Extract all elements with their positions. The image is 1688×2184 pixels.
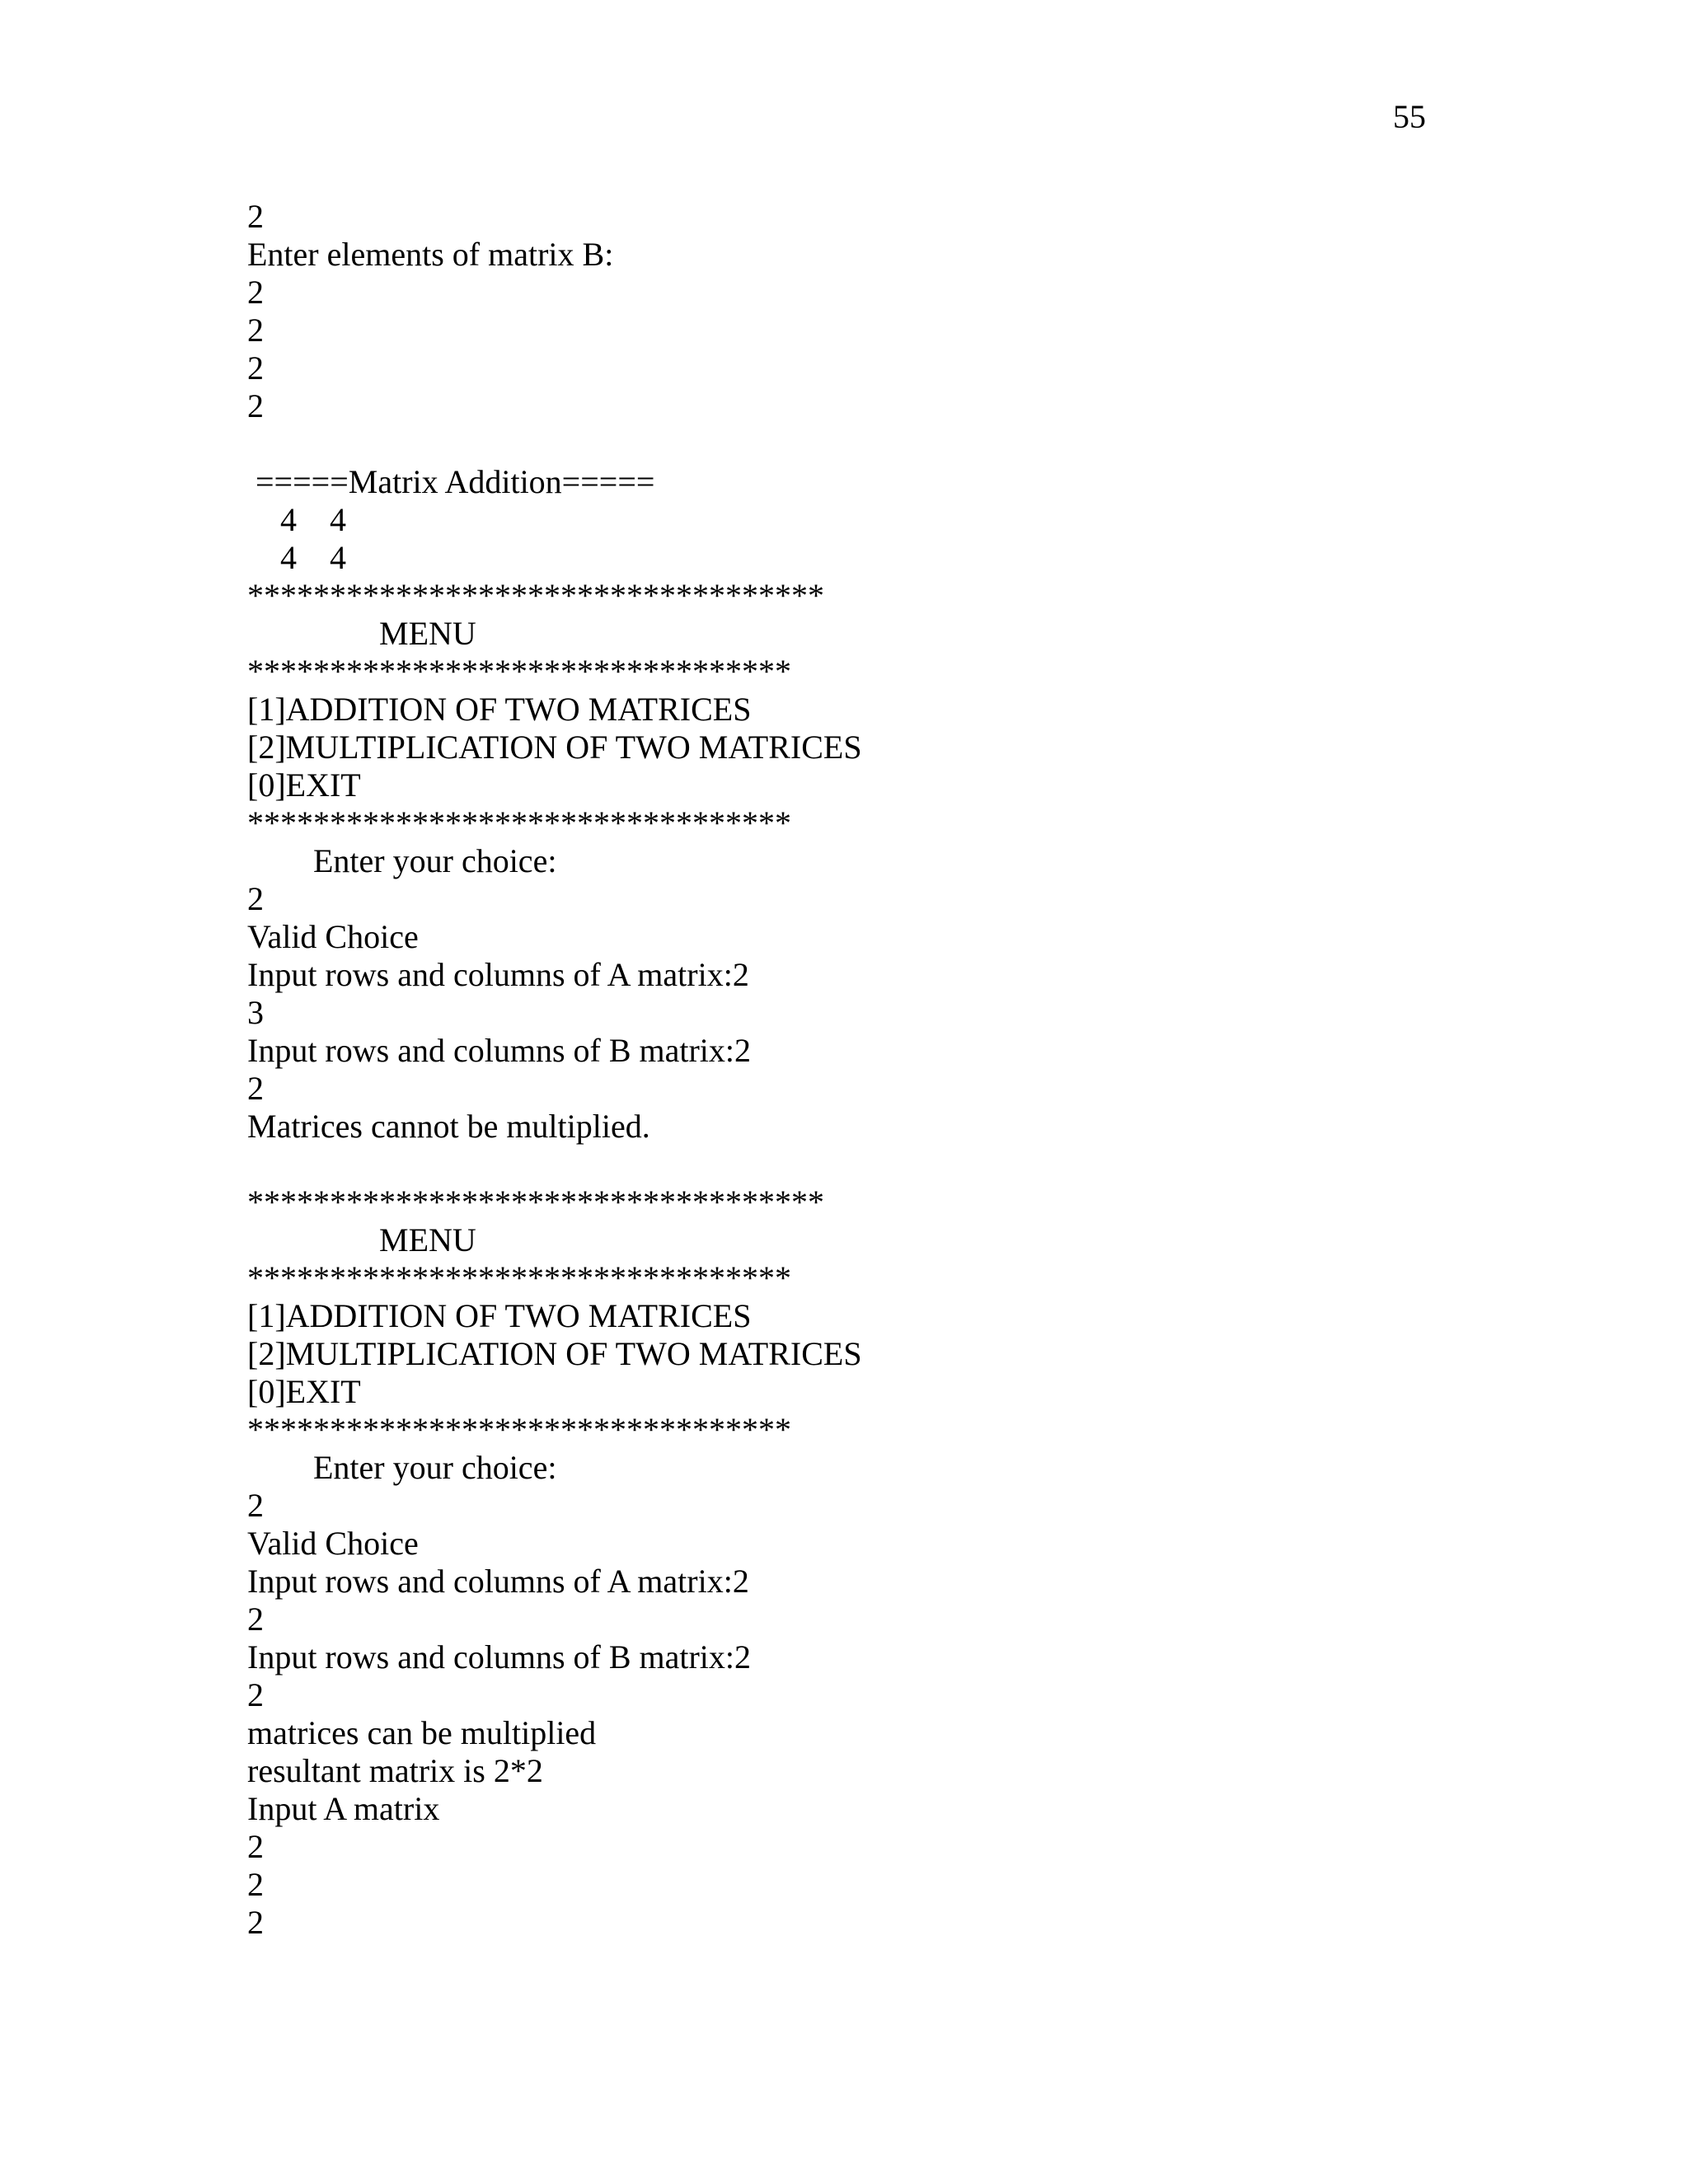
text-line: 2	[247, 349, 264, 387]
text-line: Input rows and columns of A matrix:2	[247, 956, 749, 993]
text-line: 2	[247, 198, 264, 235]
text-line: Input rows and columns of A matrix:2	[247, 1563, 749, 1600]
separator-line: *********************************	[247, 804, 791, 841]
text-line: 2	[247, 1070, 264, 1107]
separator-line: *********************************	[247, 653, 791, 690]
text-line: Enter elements of matrix B:	[247, 236, 614, 273]
text-line: Input A matrix	[247, 1790, 440, 1827]
prompt-line: Enter your choice:	[247, 1449, 557, 1486]
blank-line	[247, 1146, 1484, 1183]
text-line: Valid Choice	[247, 918, 419, 955]
matrix-row: 4 4	[247, 539, 346, 576]
text-line: matrices can be multiplied	[247, 1714, 597, 1751]
separator-line: ***********************************	[247, 577, 824, 614]
page-number: 55	[1393, 98, 1426, 135]
text-line: 3	[247, 994, 264, 1031]
section-heading: =====Matrix Addition=====	[247, 463, 655, 500]
blank-line	[247, 425, 1484, 463]
menu-option: [1]ADDITION OF TWO MATRICES	[247, 691, 752, 728]
menu-option: [1]ADDITION OF TWO MATRICES	[247, 1297, 752, 1334]
matrix-row: 4 4	[247, 501, 346, 538]
prompt-line: Enter your choice:	[247, 842, 557, 879]
text-line: 2	[247, 387, 264, 424]
text-line: 2	[247, 1904, 264, 1941]
menu-option: [2]MULTIPLICATION OF TWO MATRICES	[247, 729, 862, 766]
separator-line: ***********************************	[247, 1183, 824, 1221]
text-line: 2	[247, 1487, 264, 1524]
menu-title: MENU	[247, 615, 476, 652]
menu-title: MENU	[247, 1221, 476, 1258]
menu-option: [0]EXIT	[247, 1373, 361, 1410]
text-line: 2	[247, 1828, 264, 1865]
text-line: 2	[247, 1601, 264, 1638]
document-body	[247, 198, 1484, 1942]
text-line: 2	[247, 274, 264, 311]
menu-option: [2]MULTIPLICATION OF TWO MATRICES	[247, 1335, 862, 1372]
text-line: Input rows and columns of B matrix:2	[247, 1638, 752, 1675]
text-line: Input rows and columns of B matrix:2	[247, 1032, 752, 1069]
text-line: Valid Choice	[247, 1525, 419, 1562]
text-line: 2	[247, 880, 264, 917]
menu-option: [0]EXIT	[247, 766, 361, 804]
text-line: 2	[247, 312, 264, 349]
separator-line: *********************************	[247, 1411, 791, 1448]
text-line: 2	[247, 1866, 264, 1903]
text-line: Matrices cannot be multiplied.	[247, 1108, 650, 1145]
separator-line: *********************************	[247, 1259, 791, 1296]
text-line: resultant matrix is 2*2	[247, 1752, 543, 1789]
text-line: 2	[247, 1676, 264, 1713]
